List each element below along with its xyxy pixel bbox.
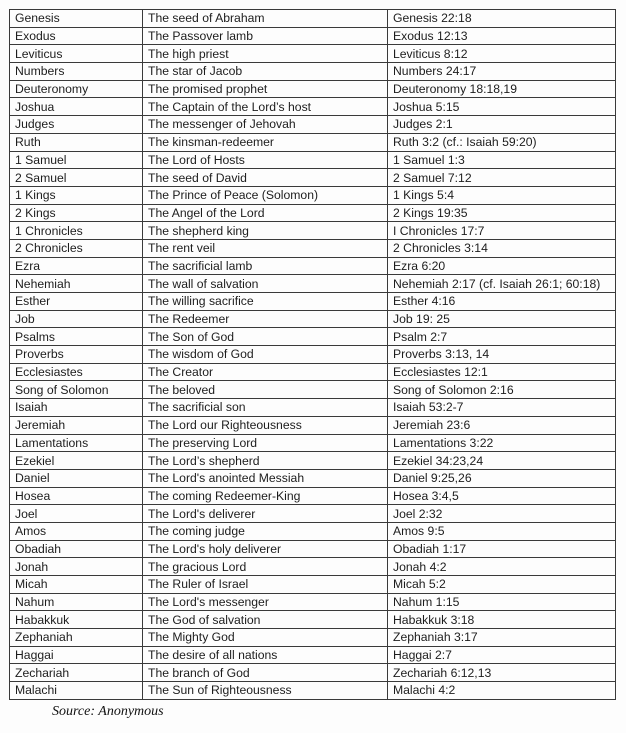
title-cell: The Ruler of Israel	[143, 576, 388, 594]
table-row	[10, 593, 616, 611]
title-cell: The seed of Abraham	[143, 10, 388, 28]
table-row	[10, 505, 616, 523]
reference-cell: 2 Samuel 7:12	[388, 169, 616, 187]
table-row	[10, 186, 616, 204]
book-cell: Amos	[10, 522, 143, 540]
title-cell: The Sun of Righteousness	[143, 682, 388, 700]
reference-cell: I Chronicles 17:7	[388, 222, 616, 240]
book-cell: Hosea	[10, 487, 143, 505]
book-cell: Jeremiah	[10, 416, 143, 434]
table-row	[10, 116, 616, 134]
book-cell: Lamentations	[10, 434, 143, 452]
book-cell: Haggai	[10, 646, 143, 664]
title-cell: The messenger of Jehovah	[143, 116, 388, 134]
title-cell: The Captain of the Lord’s host	[143, 98, 388, 116]
book-cell: Joshua	[10, 98, 143, 116]
book-cell: Zephaniah	[10, 629, 143, 647]
reference-cell: Job 19: 25	[388, 310, 616, 328]
reference-cell: Song of Solomon 2:16	[388, 381, 616, 399]
reference-cell: 1 Kings 5:4	[388, 186, 616, 204]
reference-cell: Numbers 24:17	[388, 63, 616, 81]
table-row	[10, 293, 616, 311]
reference-cell: 2 Kings 19:35	[388, 204, 616, 222]
reference-cell: Jeremiah 23:6	[388, 416, 616, 434]
reference-cell: Obadiah 1:17	[388, 540, 616, 558]
reference-cell: Deuteronomy 18:18,19	[388, 80, 616, 98]
table-row	[10, 27, 616, 45]
book-cell: Ezra	[10, 257, 143, 275]
reference-cell: Lamentations 3:22	[388, 434, 616, 452]
reference-cell: Ecclesiastes 12:1	[388, 363, 616, 381]
title-cell: The Creator	[143, 363, 388, 381]
book-cell: Song of Solomon	[10, 381, 143, 399]
table-row	[10, 416, 616, 434]
title-cell: The coming judge	[143, 522, 388, 540]
reference-cell: Genesis 22:18	[388, 10, 616, 28]
reference-cell: Haggai 2:7	[388, 646, 616, 664]
table-row	[10, 80, 616, 98]
book-cell: Ecclesiastes	[10, 363, 143, 381]
book-cell: Micah	[10, 576, 143, 594]
table-row	[10, 434, 616, 452]
table-row	[10, 540, 616, 558]
reference-cell: Ezekiel 34:23,24	[388, 452, 616, 470]
title-cell: The coming Redeemer-King	[143, 487, 388, 505]
table-row	[10, 664, 616, 682]
title-cell: The Passover lamb	[143, 27, 388, 45]
table-row	[10, 45, 616, 63]
reference-cell: Amos 9:5	[388, 522, 616, 540]
title-cell: The Lord's messenger	[143, 593, 388, 611]
title-cell: The wall of salvation	[143, 275, 388, 293]
title-cell: The beloved	[143, 381, 388, 399]
book-cell: Numbers	[10, 63, 143, 81]
book-cell: Nahum	[10, 593, 143, 611]
title-cell: The Lord’s shepherd	[143, 452, 388, 470]
title-cell: The Lord's holy deliverer	[143, 540, 388, 558]
reference-cell: Judges 2:1	[388, 116, 616, 134]
book-cell: Obadiah	[10, 540, 143, 558]
reference-cell: Micah 5:2	[388, 576, 616, 594]
title-cell: The sacrificial son	[143, 399, 388, 417]
reference-cell: 1 Samuel 1:3	[388, 151, 616, 169]
book-cell: Habakkuk	[10, 611, 143, 629]
title-cell: The Mighty God	[143, 629, 388, 647]
title-cell: The seed of David	[143, 169, 388, 187]
book-cell: 2 Kings	[10, 204, 143, 222]
table-row	[10, 576, 616, 594]
source-caption: Source: Anonymous	[52, 704, 164, 719]
reference-cell: 2 Chronicles 3:14	[388, 239, 616, 257]
reference-cell: Ruth 3:2 (cf.: Isaiah 59:20)	[388, 133, 616, 151]
table-row	[10, 275, 616, 293]
table-row	[10, 10, 616, 28]
title-cell: The branch of God	[143, 664, 388, 682]
title-cell: The desire of all nations	[143, 646, 388, 664]
table-row	[10, 399, 616, 417]
table-row	[10, 204, 616, 222]
reference-cell: Jonah 4:2	[388, 558, 616, 576]
table-row	[10, 133, 616, 151]
book-cell: Leviticus	[10, 45, 143, 63]
table-row	[10, 151, 616, 169]
table-row	[10, 487, 616, 505]
table-row	[10, 381, 616, 399]
title-cell: The star of Jacob	[143, 63, 388, 81]
reference-cell: Ezra 6:20	[388, 257, 616, 275]
reference-cell: Zephaniah 3:17	[388, 629, 616, 647]
title-cell: The Redeemer	[143, 310, 388, 328]
reference-cell: Proverbs 3:13, 14	[388, 346, 616, 364]
book-cell: 2 Samuel	[10, 169, 143, 187]
title-cell: The Angel of the Lord	[143, 204, 388, 222]
table-row	[10, 328, 616, 346]
table-row	[10, 257, 616, 275]
reference-cell: Malachi 4:2	[388, 682, 616, 700]
book-cell: Joel	[10, 505, 143, 523]
title-cell: The wisdom of God	[143, 346, 388, 364]
reference-cell: Psalm 2:7	[388, 328, 616, 346]
title-cell: The rent veil	[143, 239, 388, 257]
table-row	[10, 611, 616, 629]
title-cell: The Lord's deliverer	[143, 505, 388, 523]
book-cell: Ruth	[10, 133, 143, 151]
title-cell: The preserving Lord	[143, 434, 388, 452]
reference-cell: Joel 2:32	[388, 505, 616, 523]
book-cell: Judges	[10, 116, 143, 134]
reference-cell: Zechariah 6:12,13	[388, 664, 616, 682]
book-cell: Zechariah	[10, 664, 143, 682]
table-body	[10, 10, 616, 700]
book-cell: Daniel	[10, 469, 143, 487]
title-cell: The high priest	[143, 45, 388, 63]
title-cell: The Lord's anointed Messiah	[143, 469, 388, 487]
title-cell: The kinsman-redeemer	[143, 133, 388, 151]
table-row	[10, 346, 616, 364]
title-cell: The God of salvation	[143, 611, 388, 629]
reference-cell: Nehemiah 2:17 (cf. Isaiah 26:1; 60:18)	[388, 275, 616, 293]
book-cell: Psalms	[10, 328, 143, 346]
book-cell: Genesis	[10, 10, 143, 28]
table-row	[10, 239, 616, 257]
reference-cell: Daniel 9:25,26	[388, 469, 616, 487]
book-cell: 1 Chronicles	[10, 222, 143, 240]
title-cell: The sacrificial lamb	[143, 257, 388, 275]
table-row	[10, 310, 616, 328]
table-row	[10, 469, 616, 487]
book-cell: Deuteronomy	[10, 80, 143, 98]
title-cell: The willing sacrifice	[143, 293, 388, 311]
book-cell: Jonah	[10, 558, 143, 576]
book-cell: Job	[10, 310, 143, 328]
table-row	[10, 169, 616, 187]
reference-cell: Hosea 3:4,5	[388, 487, 616, 505]
title-cell: The Lord our Righteousness	[143, 416, 388, 434]
book-cell: 1 Samuel	[10, 151, 143, 169]
reference-cell: Exodus 12:13	[388, 27, 616, 45]
book-cell: Exodus	[10, 27, 143, 45]
table-row	[10, 522, 616, 540]
title-cell: The Son of God	[143, 328, 388, 346]
table-row	[10, 363, 616, 381]
table-row	[10, 222, 616, 240]
reference-cell: Nahum 1:15	[388, 593, 616, 611]
table-row	[10, 646, 616, 664]
table-row	[10, 452, 616, 470]
book-cell: Ezekiel	[10, 452, 143, 470]
title-cell: The shepherd king	[143, 222, 388, 240]
table-row	[10, 63, 616, 81]
table-row	[10, 629, 616, 647]
title-cell: The promised prophet	[143, 80, 388, 98]
table-row	[10, 558, 616, 576]
title-cell: The Prince of Peace (Solomon)	[143, 186, 388, 204]
reference-cell: Habakkuk 3:18	[388, 611, 616, 629]
book-cell: Malachi	[10, 682, 143, 700]
book-cell: Proverbs	[10, 346, 143, 364]
reference-cell: Leviticus 8:12	[388, 45, 616, 63]
table-row	[10, 682, 616, 700]
book-cell: Nehemiah	[10, 275, 143, 293]
christ-in-books-table	[9, 9, 616, 700]
book-cell: Isaiah	[10, 399, 143, 417]
reference-cell: Esther 4:16	[388, 293, 616, 311]
book-cell: Esther	[10, 293, 143, 311]
table-row	[10, 98, 616, 116]
book-cell: 2 Chronicles	[10, 239, 143, 257]
reference-cell: Isaiah 53:2-7	[388, 399, 616, 417]
reference-cell: Joshua 5:15	[388, 98, 616, 116]
title-cell: The Lord of Hosts	[143, 151, 388, 169]
book-cell: 1 Kings	[10, 186, 143, 204]
title-cell: The gracious Lord	[143, 558, 388, 576]
